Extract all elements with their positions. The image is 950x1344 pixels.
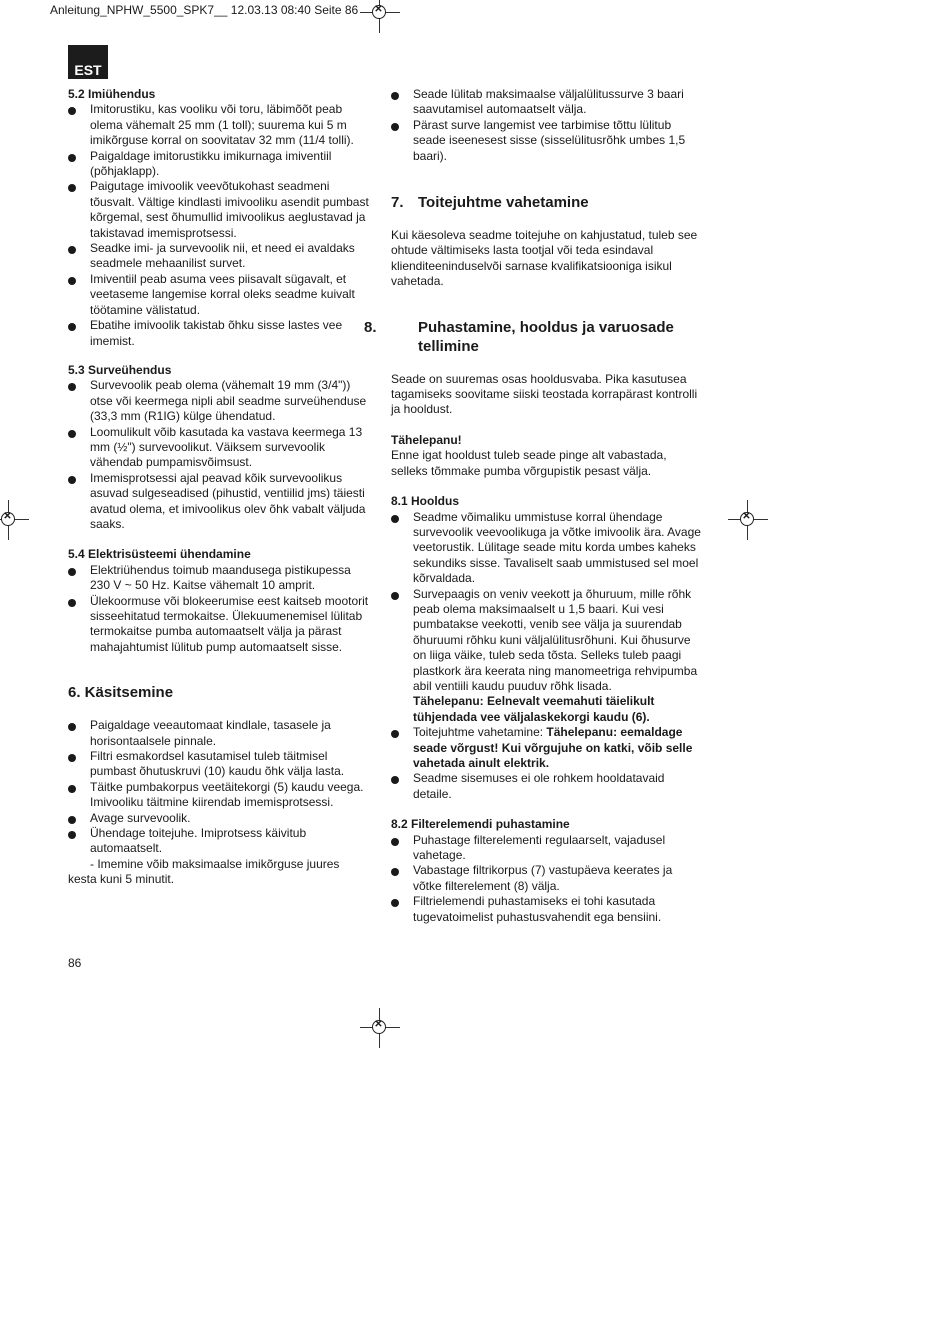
list-item: Loomulikult võib kasutada ka vastava keermega 13 mm (½") survevoolikut. Väiksem survevoolik vähendab pumpamisvõimsust. <box>68 425 373 471</box>
list-item: Puhastage filterelementi regulaarselt, vajadusel vahetage. <box>391 833 701 864</box>
list-item-warning: Tähelepanu: Eelnevalt veemahuti täielikult tühjendada vee väljalaskekorgi kaudu (6). <box>413 694 655 724</box>
section-8-1-list <box>391 510 701 803</box>
list-item: Seadme sisemuses ei ole rohkem hooldatavaid detaile. <box>391 771 701 802</box>
list-item-text: Survepaagis on veniv veekott ja õhuruum, mille rõhk peab olema maksimaalselt u 1,5 baari. Kui vesi pumbatakse veekotti, venib see välja ja suurendab õhuruumi rõhku kuni väljalülitusrõhuni. Kui õhusurve on liiga väike, tuleb seda tõsta. Selleks tuleb paagi plastkork ära keerata ning manomeetriga rehvipumba abil ventiili kaudu puuduv rõhk lisada. <box>413 586 698 693</box>
registration-mark-bottom <box>360 1008 400 1048</box>
list-item: Filtrielemendi puhastamiseks ei tohi kasutada tugevatoimelist puhastusvahendit ega bensiini. <box>391 894 701 925</box>
list-item: Paigaldage imitorustikku imikurnaga imiventiil (põhjaklapp). <box>68 149 373 180</box>
section-7-number: 7. <box>391 194 404 212</box>
section-8-1-heading: 8.1 Hooldus <box>391 494 460 509</box>
section-5-4-heading: 5.4 Elektrisüsteemi ühendamine <box>68 547 251 562</box>
section-7-heading <box>391 193 701 212</box>
section-8-2-list <box>391 833 701 925</box>
section-5-4-list <box>68 563 373 655</box>
right-column <box>364 87 701 925</box>
list-item: Seadme võimaliku ummistuse korral ühendage survevoolik veevoolikuga ja võtke imivoolik ära. Avage veetorustik. Lülitage seade mitu korda umbes kaheks sekundiks sisse. Tavaliselt saab ummistused sel moel kõrvaldada. <box>391 510 701 587</box>
list-item: Survevoolik peab olema (vähemalt 19 mm (3/4")) otse või keermega nipli abil seadme surveühenduse (33,3 mm (R1IG) külge ühendatud. <box>68 378 373 424</box>
section-6-continued-list <box>391 87 701 164</box>
list-item-warning: Tähelepanu: eemaldage seade võrgust! Kui võrgujuhe on katki, võib selle vahetada ainult elektrik. <box>413 725 693 770</box>
section-7-title: Toitejuhtme vahetamine <box>418 194 589 212</box>
section-8-heading <box>364 318 701 356</box>
section-7-text: Kui käesoleva seadme toitejuhe on kahjustatud, tuleb see ohtude vältimiseks lasta tootjal või teda esindaval klienditeeninduselvõi sarnase kvalifikatsiooniga isikul vahetada. <box>391 228 698 289</box>
left-column <box>68 87 373 888</box>
registration-mark-right <box>728 500 768 540</box>
registration-mark-top <box>360 0 400 33</box>
list-item: Täitke pumbakorpus veetäitekorgi (5) kaudu veega. Imivooliku täitmine kiirendab imemisprotsessi. <box>68 780 373 811</box>
section-6-note: - Imemine võib maksimaalse imikõrguse juures <box>90 856 340 871</box>
page-number: 86 <box>68 956 82 970</box>
list-item: Seade lülitab maksimaalse väljalülitussurve 3 baari saavutamisel automaatselt välja. <box>391 87 701 118</box>
section-6-list <box>68 718 373 857</box>
list-item <box>391 725 701 771</box>
list-item: Ühendage toitejuhe. Imiprotsess käivitub automaatselt. <box>68 826 373 857</box>
list-item: Vabastage filtrikorpus (7) vastupäeva keerates ja võtke filterelement (8) välja. <box>391 863 701 894</box>
list-item: Elektriühendus toimub maandusega pistikupessa 230 V ~ 50 Hz. Kaitse vähemalt 10 amprit. <box>68 563 373 594</box>
list-item-text: Toitejuhtme vahetamine: <box>413 725 547 740</box>
section-5-2-list <box>68 102 373 349</box>
section-5-2-heading: 5.2 Imiühendus <box>68 87 156 101</box>
section-8-title: Puhastamine, hooldus ja varuosade tellimine <box>418 318 674 355</box>
list-item <box>391 587 701 726</box>
section-6-note-continued: kesta kuni 5 minutit. <box>68 872 175 887</box>
list-item: Ülekoormuse või blokeerumise eest kaitseb mootorit sisseehitatud termokaitse. Ülekuumenemisel lülitab termokaitse pumba automaatselt välja ja pärast mahajahtumist lülitub pump automaatselt sisse. <box>68 594 373 656</box>
list-item: Filtri esmakordsel kasutamisel tuleb täitmisel pumbast õhutuskruvi (10) kaudu õhk välja lasta. <box>68 749 373 780</box>
list-item: Imitorustiku, kas vooliku või toru, läbimõõt peab olema vähemalt 25 mm (1 toll); suurema kui 5 m imikõrguse korral on soovitatav 32 mm (11/4 tolli). <box>68 102 373 148</box>
attention-text: Enne igat hooldust tuleb seade pinge alt vabastada, selleks tõmmake pumba võrgupistik pesast välja. <box>391 448 667 478</box>
list-item: Avage survevoolik. <box>68 811 373 826</box>
attention-heading: Tähelepanu! <box>391 432 462 447</box>
section-8-intro: Seade on suuremas osas hooldusvaba. Pika kasutusea tagamiseks soovitame siiski teostada korrapärast kontrolli ja hooldust. <box>391 371 698 417</box>
print-header: Anleitung_NPHW_5500_SPK7__ 12.03.13 08:40 Seite 86 <box>50 3 359 17</box>
list-item: Imemisprotsessi ajal peavad kõik survevoolikus asuvad sulgeseadised (pihustid, ventiilid jms) täiesti avatud olema, et imivoolikus olev õhk vabalt väljuda saaks. <box>68 471 373 533</box>
list-item: Imiventiil peab asuma vees piisavalt sügavalt, et veetaseme langemise korral oleks seadme kuivalt töötamine välistatud. <box>68 272 373 318</box>
registration-mark-left <box>0 500 29 540</box>
list-item: Paigaldage veeautomaat kindlale, tasasele ja horisontaalsele pinnale. <box>68 718 373 749</box>
section-8-number: 8. <box>364 318 377 336</box>
language-tag: EST <box>68 45 108 79</box>
section-6-heading: 6. Käsitsemine <box>68 684 174 702</box>
section-8-2-heading: 8.2 Filterelemendi puhastamine <box>391 817 570 832</box>
list-item: Pärast surve langemist vee tarbimise tõttu lülitub seade iseenesest sisse (sisselülitusrõhk umbes 1,5 baari). <box>391 118 701 164</box>
list-item: Ebatihe imivoolik takistab õhku sisse lastes vee imemist. <box>68 318 373 349</box>
section-5-3-list <box>68 378 373 532</box>
list-item: Paigutage imivoolik veevõtukohast seadmeni tõusvalt. Vältige kindlasti imivooliku asendit pumbast kõrgemal, sest õhumullid imivoolikus aeglustavad ja takistavad imemisprotsessi. <box>68 179 373 241</box>
section-5-3-heading: 5.3 Surveühendus <box>68 362 172 377</box>
list-item: Seadke imi- ja survevoolik nii, et need ei avaldaks seadmele mehaanilist survet. <box>68 241 373 272</box>
